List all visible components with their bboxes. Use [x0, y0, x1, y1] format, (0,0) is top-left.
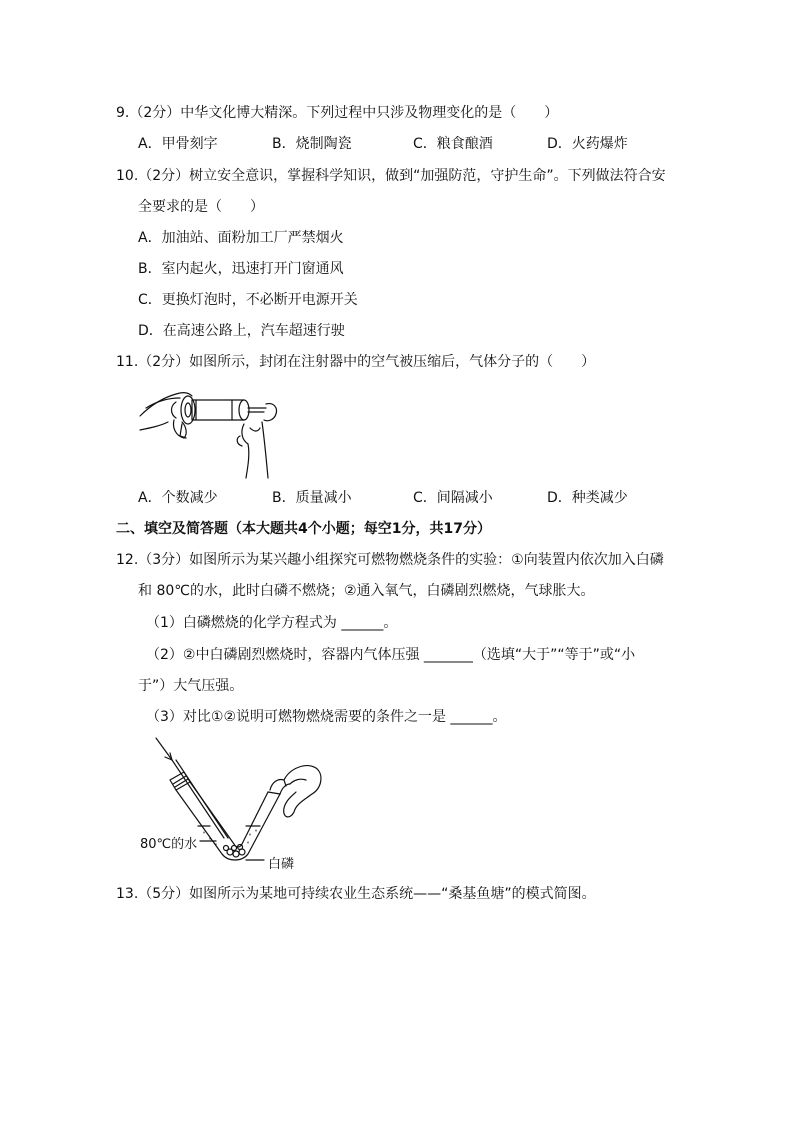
q10-option-c: C．更换灯泡时，不必断开电源开关	[138, 292, 358, 308]
q12-stem-line1: 12.（3分）如图所示为某兴趣小组探究可燃物燃烧条件的实验：①向装置内依次加入白磷	[116, 552, 664, 568]
q12-sub2-line1: （2）②中白磷剧烈燃烧时，容器内气体压强 _______（选填“大于”“等于”或“小	[146, 647, 636, 663]
q10-option-a: A．加油站、面粉加工厂严禁烟火	[138, 230, 344, 246]
q9-stem: 9.（2分）中华文化博大精深。下列过程中只涉及物理变化的是（ ）	[116, 105, 559, 121]
q13-stem: 13.（5分）如图所示为某地可持续农业生态系统——“桑基鱼塘”的模式简图。	[116, 886, 596, 902]
q11-option-c: C．间隔减小	[413, 490, 493, 506]
q10-stem-line2: 全要求的是（ ）	[138, 199, 264, 215]
q11-option-a: A．个数减少	[138, 490, 218, 506]
q9-option-d: D．火药爆炸	[547, 136, 628, 152]
q10-stem-line1: 10.（2分）树立安全意识，掌握科学知识，做到“加强防范，守护生命”。下列做法符合安	[116, 168, 666, 184]
q9-option-a: A．甲骨刻字	[138, 136, 218, 152]
apparatus-water-label: 80℃的水	[140, 837, 198, 852]
q10-option-d: D．在高速公路上，汽车超速行驶	[138, 323, 345, 339]
q9-option-c: C．粮食酿酒	[413, 136, 493, 152]
q12-stem-line2: 和 80℃的水，此时白磷不燃烧；②通入氧气，白磷剧烈燃烧，气球胀大。	[138, 583, 595, 599]
section-heading: 二、填空及简答题（本大题共4个小题；每空1分，共17分）	[116, 521, 491, 537]
syringe-figure	[136, 376, 286, 480]
q11-option-d: D．种类减少	[547, 490, 628, 506]
q10-option-b: B．室内起火，迅速打开门窗通风	[138, 261, 344, 277]
q9-option-b: B．烧制陶瓷	[272, 136, 352, 152]
apparatus-phosphorus-label: 白磷	[268, 857, 295, 872]
q12-sub1: （1）白磷燃烧的化学方程式为 ______。	[146, 615, 398, 631]
q12-sub2-line2: 于”）大气压强。	[138, 678, 244, 694]
q11-stem: 11.（2分）如图所示，封闭在注射器中的空气被压缩后，气体分子的（ ）	[116, 354, 596, 370]
q12-sub3: （3）对比①②说明可燃物燃烧需要的条件之一是 ______。	[146, 709, 507, 725]
q11-option-b: B．质量减小	[272, 490, 352, 506]
